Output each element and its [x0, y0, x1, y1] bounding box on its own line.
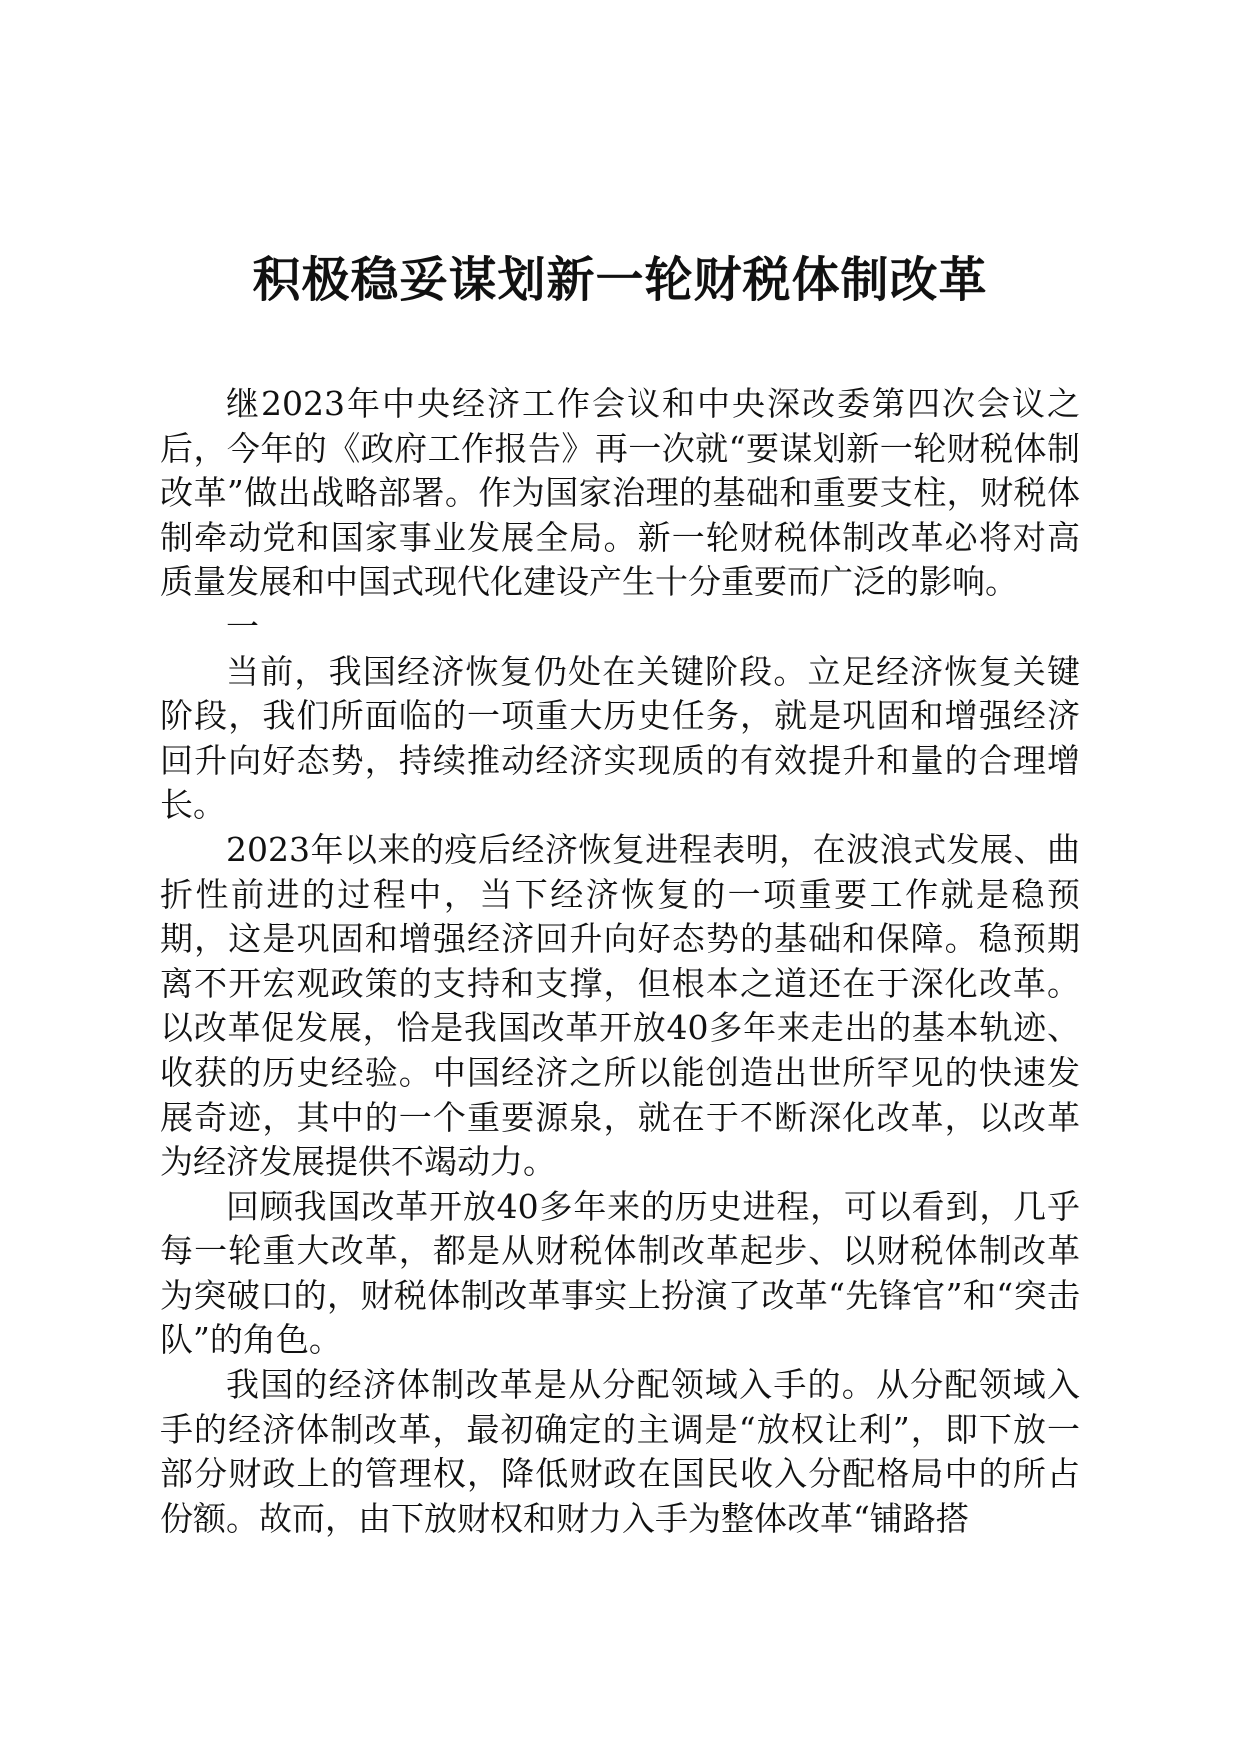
- paragraph-intro: 继2023年中央经济工作会议和中央深改委第四次会议之后，今年的《政府工作报告》再一次就“要谋划新一轮财税体制改革”做出战略部署。作为国家治理的基础和重要支柱，财税体制牵动党和国家事业发展全局。新一轮财税体制改革必将对高质量发展和中国式现代化建设产生十分重要而广泛的影响。: [160, 384, 1080, 602]
- paragraph-2023-recovery: 2023年以来的疫后经济恢复进程表明，在波浪式发展、曲折性前进的过程中，当下经济恢复的一项重要工作就是稳预期，这是巩固和增强经济回升向好态势的基础和保障。稳预期离不开宏观政策的支持和支撑，但根本之道还在于深化改革。以改革促发展，恰是我国改革开放40多年来走出的基本轨迹、收获的历史经验。中国经济之所以能创造出世所罕见的快速发展奇迹，其中的一个重要源泉，就在于不断深化改革，以改革为经济发展提供不竭动力。: [160, 829, 1080, 1182]
- paragraph-current-stage: 当前，我国经济恢复仍处在关键阶段。立足经济恢复关键阶段，我们所面临的一项重大历史任务，就是巩固和增强经济回升向好态势，持续推动经济实现质的有效提升和量的合理增长。: [160, 651, 1080, 825]
- document-title: 积极稳妥谋划新一轮财税体制改革: [252, 252, 988, 308]
- paragraph-reform-history: 回顾我国改革开放40多年来的历史进程，可以看到，几乎每一轮重大改革，都是从财税体制改革起步、以财税体制改革为突破口的，财税体制改革事实上扮演了改革“先锋官”和“突击队”的角色。: [160, 1186, 1080, 1360]
- document-body: [160, 382, 1080, 1541]
- section-number-one: 一: [226, 606, 259, 646]
- paragraph-distribution-reform: 我国的经济体制改革是从分配领域入手的。从分配领域入手的经济体制改革，最初确定的主调是“放权让利”，即下放一部分财政上的管理权，降低财政在国民收入分配格局中的所占份额。故而，由下放财权和财力入手为整体改革“铺路搭: [160, 1365, 1080, 1538]
